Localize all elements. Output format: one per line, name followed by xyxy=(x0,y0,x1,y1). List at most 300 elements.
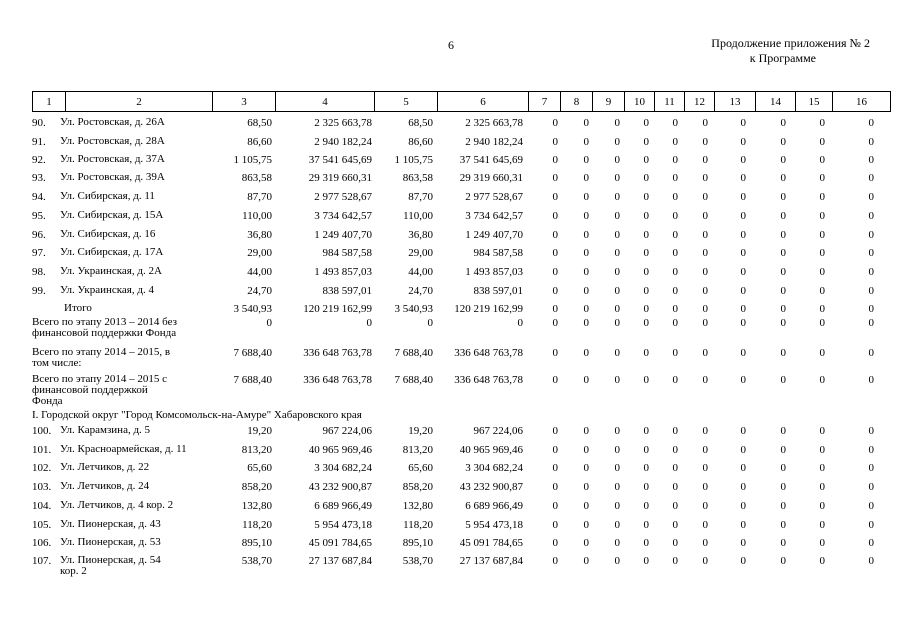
value-c7: 0 xyxy=(552,210,558,222)
value-c4: 37 541 645,69 xyxy=(308,154,372,166)
value-c3: 858,20 xyxy=(241,481,272,493)
value-c15: 0 xyxy=(819,266,825,278)
value-c3: 44,00 xyxy=(247,266,272,278)
value-c3: 538,70 xyxy=(241,555,272,567)
value-c4: 984 587,58 xyxy=(322,247,372,259)
value-c5: 65,60 xyxy=(408,462,433,474)
value-c10: 0 xyxy=(643,285,649,297)
value-c16: 0 xyxy=(868,266,874,278)
row-name xyxy=(32,374,167,407)
row-name xyxy=(60,136,165,147)
value-c12: 0 xyxy=(702,500,708,512)
value-c7: 0 xyxy=(552,191,558,203)
value-c5: 36,80 xyxy=(408,229,433,241)
value-c14: 0 xyxy=(780,117,786,129)
value-c5: 895,10 xyxy=(402,537,433,549)
row-number: 91. xyxy=(32,136,46,148)
value-c7: 0 xyxy=(552,481,558,493)
value-c13: 0 xyxy=(740,210,746,222)
column-number-14: 14 xyxy=(756,92,796,112)
value-c16: 0 xyxy=(868,210,874,222)
value-c14: 0 xyxy=(780,266,786,278)
value-c5: 0 xyxy=(427,317,433,329)
value-c6: 43 232 900,87 xyxy=(459,481,523,493)
value-c15: 0 xyxy=(819,303,825,315)
value-c14: 0 xyxy=(780,136,786,148)
row-name-line-1: Ул. Карамзина, д. 5 xyxy=(60,424,151,436)
value-c15: 0 xyxy=(819,500,825,512)
value-c7: 0 xyxy=(552,374,558,386)
row-name-line-1: Ул. Летчиков, д. 22 xyxy=(60,461,150,473)
value-c6: 336 648 763,78 xyxy=(454,374,523,386)
value-c9: 0 xyxy=(614,425,620,437)
value-c10: 0 xyxy=(643,136,649,148)
value-c15: 0 xyxy=(819,154,825,166)
row-name-line-1: Ул. Украинская, д. 4 xyxy=(60,284,154,296)
row-name xyxy=(60,481,149,492)
value-c13: 0 xyxy=(740,247,746,259)
row-name-line-1: Ул. Украинская, д. 2А xyxy=(60,265,162,277)
value-c9: 0 xyxy=(614,500,620,512)
value-c11: 0 xyxy=(672,317,678,329)
value-c7: 0 xyxy=(552,519,558,531)
value-c12: 0 xyxy=(702,247,708,259)
table-row xyxy=(32,247,874,263)
value-c16: 0 xyxy=(868,303,874,315)
value-c9: 0 xyxy=(614,229,620,241)
value-c7: 0 xyxy=(552,247,558,259)
column-number-10: 10 xyxy=(625,92,655,112)
value-c12: 0 xyxy=(702,347,708,359)
value-c13: 0 xyxy=(740,117,746,129)
value-c12: 0 xyxy=(702,117,708,129)
row-name xyxy=(60,519,161,530)
value-c13: 0 xyxy=(740,266,746,278)
value-c3: 0 xyxy=(266,317,272,329)
value-c9: 0 xyxy=(614,172,620,184)
value-c6: 37 541 645,69 xyxy=(459,154,523,166)
row-name xyxy=(60,247,163,258)
value-c3: 118,20 xyxy=(242,519,272,531)
column-number-3: 3 xyxy=(213,92,276,112)
value-c15: 0 xyxy=(819,347,825,359)
value-c3: 65,60 xyxy=(247,462,272,474)
row-name-line-1: Ул. Ростовская, д. 39А xyxy=(60,171,165,183)
value-c16: 0 xyxy=(868,481,874,493)
value-c5: 7 688,40 xyxy=(394,347,433,359)
value-c3: 3 540,93 xyxy=(233,303,272,315)
value-c7: 0 xyxy=(552,154,558,166)
value-c6: 1 493 857,03 xyxy=(465,266,523,278)
value-c6: 120 219 162,99 xyxy=(454,303,523,315)
value-c14: 0 xyxy=(780,210,786,222)
value-c7: 0 xyxy=(552,317,558,329)
row-name-line-3: Фонда xyxy=(32,395,63,407)
value-c8: 0 xyxy=(583,462,589,474)
value-c5: 3 540,93 xyxy=(394,303,433,315)
value-c14: 0 xyxy=(780,481,786,493)
row-number: 90. xyxy=(32,117,46,129)
value-c9: 0 xyxy=(614,555,620,567)
table-row xyxy=(32,316,874,339)
value-c8: 0 xyxy=(583,347,589,359)
table-row xyxy=(32,444,874,460)
value-c4: 43 232 900,87 xyxy=(308,481,372,493)
table-row xyxy=(32,210,874,226)
value-c15: 0 xyxy=(819,537,825,549)
table-row xyxy=(32,537,874,553)
value-c10: 0 xyxy=(643,519,649,531)
row-number: 99. xyxy=(32,285,46,297)
value-c14: 0 xyxy=(780,500,786,512)
value-c11: 0 xyxy=(672,555,678,567)
value-c10: 0 xyxy=(643,555,649,567)
column-number-16: 16 xyxy=(833,92,891,112)
value-c8: 0 xyxy=(583,191,589,203)
value-c9: 0 xyxy=(614,347,620,359)
row-name-line-1: Всего по этапу 2014 – 2015, в xyxy=(32,346,171,358)
value-c15: 0 xyxy=(819,462,825,474)
row-name xyxy=(32,317,177,339)
value-c16: 0 xyxy=(868,347,874,359)
value-c11: 0 xyxy=(672,191,678,203)
value-c5: 44,00 xyxy=(408,266,433,278)
value-c8: 0 xyxy=(583,172,589,184)
value-c8: 0 xyxy=(583,555,589,567)
row-number: 92. xyxy=(32,154,46,166)
value-c5: 29,00 xyxy=(408,247,433,259)
value-c12: 0 xyxy=(702,136,708,148)
value-c11: 0 xyxy=(672,481,678,493)
value-c14: 0 xyxy=(780,229,786,241)
row-name xyxy=(64,303,92,314)
value-c15: 0 xyxy=(819,136,825,148)
value-c16: 0 xyxy=(868,285,874,297)
value-c16: 0 xyxy=(868,500,874,512)
value-c6: 0 xyxy=(517,317,523,329)
value-c16: 0 xyxy=(868,117,874,129)
table-row xyxy=(32,117,874,133)
value-c7: 0 xyxy=(552,425,558,437)
value-c15: 0 xyxy=(819,519,825,531)
column-number-8: 8 xyxy=(561,92,593,112)
value-c10: 0 xyxy=(643,210,649,222)
value-c11: 0 xyxy=(672,285,678,297)
row-number: 106. xyxy=(32,537,52,549)
value-c12: 0 xyxy=(702,519,708,531)
value-c7: 0 xyxy=(552,266,558,278)
row-number: 98. xyxy=(32,266,46,278)
value-c3: 895,10 xyxy=(241,537,272,549)
value-c16: 0 xyxy=(868,247,874,259)
value-c13: 0 xyxy=(740,229,746,241)
value-c11: 0 xyxy=(672,117,678,129)
table-row xyxy=(32,519,874,535)
value-c11: 0 xyxy=(672,229,678,241)
value-c11: 0 xyxy=(672,537,678,549)
row-name-line-2: том числе: xyxy=(32,357,82,369)
value-c13: 0 xyxy=(740,555,746,567)
value-c10: 0 xyxy=(643,303,649,315)
row-name xyxy=(60,425,150,436)
value-c5: 1 105,75 xyxy=(394,154,433,166)
value-c5: 7 688,40 xyxy=(394,374,433,386)
value-c15: 0 xyxy=(819,247,825,259)
value-c11: 0 xyxy=(672,347,678,359)
value-c4: 2 940 182,24 xyxy=(314,136,372,148)
value-c6: 29 319 660,31 xyxy=(459,172,523,184)
value-c10: 0 xyxy=(643,154,649,166)
row-name xyxy=(60,500,173,511)
value-c16: 0 xyxy=(868,444,874,456)
value-c15: 0 xyxy=(819,444,825,456)
table-row xyxy=(32,172,874,188)
value-c9: 0 xyxy=(614,191,620,203)
value-c5: 118,20 xyxy=(403,519,433,531)
row-name xyxy=(60,444,187,455)
row-name-line-1: Всего по этапу 2014 – 2015 с xyxy=(32,373,168,385)
value-c8: 0 xyxy=(583,425,589,437)
value-c4: 3 304 682,24 xyxy=(314,462,372,474)
row-name-line-1: Ул. Пионерская, д. 54 xyxy=(60,554,161,566)
value-c5: 68,50 xyxy=(408,117,433,129)
value-c8: 0 xyxy=(583,519,589,531)
value-c7: 0 xyxy=(552,500,558,512)
value-c3: 36,80 xyxy=(247,229,272,241)
row-name xyxy=(60,154,165,165)
row-name-line-1: Ул. Летчиков, д. 24 xyxy=(60,480,150,492)
value-c8: 0 xyxy=(583,247,589,259)
column-number-12: 12 xyxy=(685,92,715,112)
row-name-line-1: Ул. Ростовская, д. 26А xyxy=(60,116,165,128)
value-c3: 29,00 xyxy=(247,247,272,259)
value-c10: 0 xyxy=(643,374,649,386)
value-c9: 0 xyxy=(614,481,620,493)
value-c11: 0 xyxy=(672,462,678,474)
value-c13: 0 xyxy=(740,444,746,456)
value-c12: 0 xyxy=(702,172,708,184)
value-c13: 0 xyxy=(740,154,746,166)
value-c10: 0 xyxy=(643,347,649,359)
value-c7: 0 xyxy=(552,172,558,184)
appendix-line-1: Продолжение приложения № 2 xyxy=(711,36,870,50)
value-c5: 24,70 xyxy=(408,285,433,297)
row-name xyxy=(60,555,161,577)
value-c9: 0 xyxy=(614,519,620,531)
value-c4: 1 493 857,03 xyxy=(314,266,372,278)
value-c8: 0 xyxy=(583,317,589,329)
value-c4: 336 648 763,78 xyxy=(303,347,372,359)
table-row xyxy=(32,500,874,516)
value-c3: 7 688,40 xyxy=(233,374,272,386)
value-c11: 0 xyxy=(672,425,678,437)
value-c12: 0 xyxy=(702,285,708,297)
section-heading: I. Городской округ "Город Комсомольск-на-Амуре" Хабаровского края xyxy=(32,409,362,421)
value-c7: 0 xyxy=(552,229,558,241)
value-c8: 0 xyxy=(583,229,589,241)
value-c10: 0 xyxy=(643,247,649,259)
value-c14: 0 xyxy=(780,191,786,203)
value-c15: 0 xyxy=(819,481,825,493)
value-c16: 0 xyxy=(868,555,874,567)
value-c4: 1 249 407,70 xyxy=(314,229,372,241)
value-c14: 0 xyxy=(780,555,786,567)
value-c9: 0 xyxy=(614,374,620,386)
value-c13: 0 xyxy=(740,172,746,184)
value-c16: 0 xyxy=(868,191,874,203)
value-c12: 0 xyxy=(702,462,708,474)
table-row xyxy=(32,191,874,207)
value-c6: 984 587,58 xyxy=(473,247,523,259)
value-c4: 120 219 162,99 xyxy=(303,303,372,315)
row-name-line-1: Ул. Красноармейская, д. 11 xyxy=(60,443,187,455)
row-number: 101. xyxy=(32,444,52,456)
value-c3: 7 688,40 xyxy=(233,347,272,359)
value-c13: 0 xyxy=(740,317,746,329)
value-c16: 0 xyxy=(868,229,874,241)
value-c9: 0 xyxy=(614,303,620,315)
row-name-line-2: финансовой поддержки Фонда xyxy=(32,327,177,339)
value-c8: 0 xyxy=(583,210,589,222)
value-c5: 86,60 xyxy=(408,136,433,148)
row-number: 97. xyxy=(32,247,46,259)
value-c8: 0 xyxy=(583,374,589,386)
value-c11: 0 xyxy=(672,444,678,456)
value-c5: 813,20 xyxy=(402,444,433,456)
value-c11: 0 xyxy=(672,136,678,148)
value-c13: 0 xyxy=(740,481,746,493)
value-c3: 110,00 xyxy=(242,210,272,222)
row-number: 95. xyxy=(32,210,46,222)
value-c5: 863,58 xyxy=(402,172,433,184)
value-c7: 0 xyxy=(552,136,558,148)
value-c4: 0 xyxy=(366,317,372,329)
column-number-row xyxy=(32,91,891,112)
value-c7: 0 xyxy=(552,555,558,567)
value-c9: 0 xyxy=(614,154,620,166)
value-c9: 0 xyxy=(614,136,620,148)
value-c5: 19,20 xyxy=(408,425,433,437)
value-c11: 0 xyxy=(672,500,678,512)
row-name xyxy=(32,347,170,369)
value-c10: 0 xyxy=(643,172,649,184)
value-c10: 0 xyxy=(643,462,649,474)
value-c10: 0 xyxy=(643,229,649,241)
value-c7: 0 xyxy=(552,444,558,456)
value-c7: 0 xyxy=(552,462,558,474)
value-c8: 0 xyxy=(583,154,589,166)
value-c13: 0 xyxy=(740,136,746,148)
value-c16: 0 xyxy=(868,136,874,148)
value-c13: 0 xyxy=(740,537,746,549)
value-c14: 0 xyxy=(780,347,786,359)
row-number: 100. xyxy=(32,425,52,437)
row-name-line-1: Ул. Ростовская, д. 37А xyxy=(60,153,165,165)
value-c6: 3 734 642,57 xyxy=(465,210,523,222)
value-c3: 1 105,75 xyxy=(233,154,272,166)
value-c4: 40 965 969,46 xyxy=(308,444,372,456)
row-name-line-2: финансовой поддержкой xyxy=(32,384,148,396)
table-row xyxy=(32,229,874,245)
value-c3: 87,70 xyxy=(247,191,272,203)
value-c14: 0 xyxy=(780,285,786,297)
value-c9: 0 xyxy=(614,462,620,474)
value-c7: 0 xyxy=(552,347,558,359)
row-name-line-2: кор. 2 xyxy=(60,565,87,577)
value-c10: 0 xyxy=(643,191,649,203)
value-c16: 0 xyxy=(868,462,874,474)
value-c7: 0 xyxy=(552,285,558,297)
row-name xyxy=(60,191,155,202)
column-number-2: 2 xyxy=(66,92,213,112)
value-c15: 0 xyxy=(819,317,825,329)
value-c12: 0 xyxy=(702,537,708,549)
value-c9: 0 xyxy=(614,117,620,129)
value-c12: 0 xyxy=(702,266,708,278)
value-c7: 0 xyxy=(552,117,558,129)
value-c11: 0 xyxy=(672,154,678,166)
table-row xyxy=(32,285,874,301)
column-number-11: 11 xyxy=(655,92,685,112)
table-row xyxy=(32,154,874,170)
value-c6: 5 954 473,18 xyxy=(465,519,523,531)
table-row xyxy=(32,462,874,478)
row-name-line-1: Итого xyxy=(64,302,92,314)
value-c12: 0 xyxy=(702,303,708,315)
value-c13: 0 xyxy=(740,462,746,474)
value-c6: 3 304 682,24 xyxy=(465,462,523,474)
value-c10: 0 xyxy=(643,425,649,437)
value-c13: 0 xyxy=(740,191,746,203)
value-c5: 132,80 xyxy=(402,500,433,512)
value-c13: 0 xyxy=(740,519,746,531)
value-c8: 0 xyxy=(583,266,589,278)
row-name-line-1: Ул. Сибирская, д. 16 xyxy=(60,228,156,240)
value-c6: 27 137 687,84 xyxy=(459,555,523,567)
value-c12: 0 xyxy=(702,210,708,222)
value-c12: 0 xyxy=(702,154,708,166)
value-c3: 813,20 xyxy=(241,444,272,456)
value-c14: 0 xyxy=(780,247,786,259)
value-c10: 0 xyxy=(643,317,649,329)
value-c3: 86,60 xyxy=(247,136,272,148)
table-row xyxy=(32,554,874,577)
value-c14: 0 xyxy=(780,537,786,549)
value-c8: 0 xyxy=(583,285,589,297)
value-c4: 6 689 966,49 xyxy=(314,500,372,512)
row-number: 104. xyxy=(32,500,52,512)
value-c6: 336 648 763,78 xyxy=(454,347,523,359)
table-row xyxy=(32,425,874,441)
value-c8: 0 xyxy=(583,117,589,129)
value-c15: 0 xyxy=(819,172,825,184)
value-c14: 0 xyxy=(780,462,786,474)
value-c9: 0 xyxy=(614,444,620,456)
value-c12: 0 xyxy=(702,444,708,456)
value-c5: 538,70 xyxy=(402,555,433,567)
value-c11: 0 xyxy=(672,210,678,222)
value-c8: 0 xyxy=(583,481,589,493)
value-c13: 0 xyxy=(740,303,746,315)
row-name-line-1: Ул. Ростовская, д. 28А xyxy=(60,135,165,147)
value-c11: 0 xyxy=(672,303,678,315)
value-c13: 0 xyxy=(740,374,746,386)
value-c11: 0 xyxy=(672,374,678,386)
value-c13: 0 xyxy=(740,285,746,297)
row-name xyxy=(60,117,165,128)
value-c5: 858,20 xyxy=(402,481,433,493)
value-c8: 0 xyxy=(583,500,589,512)
